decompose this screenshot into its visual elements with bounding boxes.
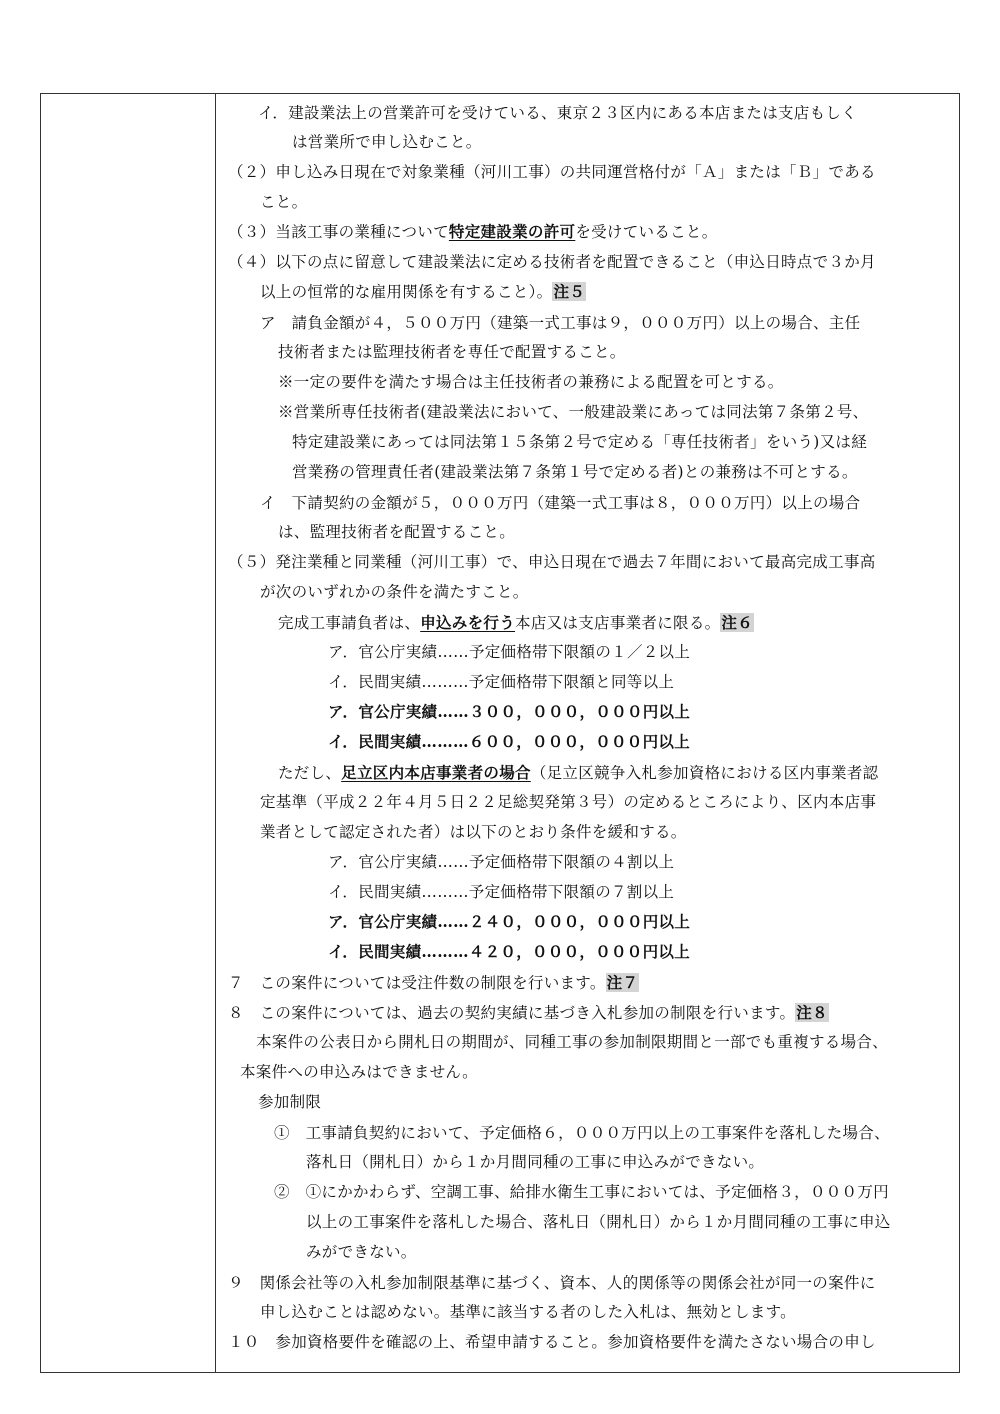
text-segment: を受けていること。 <box>575 223 718 241</box>
text-line: イ．民間実績………予定価格帯下限額の７割以上 <box>328 883 675 901</box>
text-line: （５）発注業種と同業種（河川工事）で、申込日現在で過去７年間において最高完成工事高 <box>228 553 876 571</box>
text-line: 技術者または監理技術者を専任で配置すること。 <box>278 343 626 361</box>
document-table <box>40 93 960 1373</box>
text-line: （４）以下の点に留意して建設業法に定める技術者を配置できること（申込日時点で３か月 <box>228 253 876 271</box>
text-line <box>278 612 754 634</box>
text-line: 営業務の管理責任者(建設業法第７条第１号で定める者)との兼務は不可とする。 <box>292 463 858 481</box>
text-line <box>228 221 718 243</box>
text-line: こと。 <box>260 193 308 211</box>
text-line: 業者として認定された者）は以下のとおり条件を緩和する。 <box>260 823 687 841</box>
text-segment: ただし、 <box>278 764 342 782</box>
text-line: ※営業所専任技術者(建設業法において、一般建設業にあっては同法第７条第２号、 <box>278 403 869 421</box>
text-line: イ．民間実績………６００，０００，０００円以上 <box>328 732 691 751</box>
text-line: ※一定の要件を満たす場合は主任技術者の兼務による配置を可とする。 <box>278 373 784 391</box>
text-line: 本案件への申込みはできません。 <box>240 1063 478 1081</box>
note-badge: 注７ <box>606 973 639 992</box>
text-segment: ８ この案件については、過去の契約実績に基づき入札参加の制限を行います。 <box>228 1004 796 1022</box>
content-column <box>216 94 959 1372</box>
text-line: イ．民間実績………予定価格帯下限額と同等以上 <box>328 673 675 691</box>
emphasis-text: 特定建設業の許可 <box>448 222 576 241</box>
note-badge: 注５ <box>553 282 586 301</box>
text-line: ア．官公庁実績……２４０，０００，０００円以上 <box>328 912 691 931</box>
text-line: ① 工事請負契約において、予定価格６，０００万円以上の工事案件を落札した場合、 <box>274 1124 890 1142</box>
text-line: 定基準（平成２２年４月５日２２足総契発第３号）の定めるところにより、区内本店事 <box>260 793 877 811</box>
text-line: １０ 参加資格要件を確認の上、希望申請すること。参加資格要件を満たさない場合の申し <box>228 1333 876 1351</box>
text-line: 落札日（開札日）から１か月間同種の工事に申込みができない。 <box>306 1153 765 1171</box>
text-line: は営業所で申し込むこと。 <box>292 133 482 151</box>
text-segment: （３）当該工事の業種について <box>228 223 449 241</box>
text-line: は、監理技術者を配置すること。 <box>278 523 516 541</box>
text-line: 参加制限 <box>258 1093 322 1111</box>
text-line: みができない。 <box>306 1243 417 1261</box>
text-line: ア．官公庁実績……３００，０００，０００円以上 <box>328 702 691 721</box>
text-segment: 本店又は支店事業者に限る。 <box>515 614 721 632</box>
text-line: 申し込むことは認めない。基準に該当する者のした入札は、無効とします。 <box>260 1303 796 1321</box>
emphasis-text: 申込みを行う <box>420 613 516 632</box>
text-line: ア 請負金額が４，５００万円（建築一式工事は９，０００万円）以上の場合、主任 <box>260 314 861 332</box>
text-line: イ．民間実績………４２０，０００，０００円以上 <box>328 942 691 961</box>
text-line: が次のいずれかの条件を満たすこと。 <box>260 583 529 601</box>
note-badge: 注６ <box>721 613 754 632</box>
text-segment: 完成工事請負者は、 <box>278 614 421 632</box>
text-line <box>228 972 639 994</box>
text-line <box>260 281 586 303</box>
note-badge: 注８ <box>796 1003 828 1022</box>
emphasis-text: 足立区内本店事業者の場合 <box>341 763 531 782</box>
text-line: イ．建設業法上の営業許可を受けている、東京２３区内にある本店または支店もしく <box>258 104 858 122</box>
text-line: イ 下請契約の金額が５，０００万円（建築一式工事は８，０００万円）以上の場合 <box>260 494 861 512</box>
label-column <box>41 94 216 1372</box>
text-line: 以上の工事案件を落札した場合、落札日（開札日）から１か月間同種の工事に申込 <box>306 1213 891 1231</box>
text-line: 特定建設業にあっては同法第１５条第２号で定める「専任技術者」をいう)又は経 <box>292 433 867 451</box>
text-line <box>278 762 878 784</box>
text-line: 本案件の公表日から開札日の期間が、同種工事の参加制限期間と一部でも重複する場合、 <box>256 1033 889 1051</box>
text-line: ア．官公庁実績……予定価格帯下限額の４割以上 <box>328 853 675 871</box>
text-line: ９ 関係会社等の入札参加制限基準に基づく、資本、人的関係等の関係会社が同一の案件に <box>228 1274 876 1292</box>
text-line: ② ①にかかわらず、空調工事、給排水衛生工事においては、予定価格３，０００万円 <box>274 1183 889 1201</box>
text-segment: ７ この案件については受注件数の制限を行います。 <box>228 974 606 992</box>
text-segment: 以上の恒常的な雇用関係を有すること）。 <box>260 283 553 301</box>
text-line <box>228 1002 829 1024</box>
text-line: ア．官公庁実績……予定価格帯下限額の１／２以上 <box>328 643 691 661</box>
text-segment: （足立区競争入札参加資格における区内事業者認 <box>530 764 879 782</box>
text-line: （２）申し込み日現在で対象業種（河川工事）の共同運営格付が「Ａ」または「Ｂ」である <box>228 163 876 181</box>
